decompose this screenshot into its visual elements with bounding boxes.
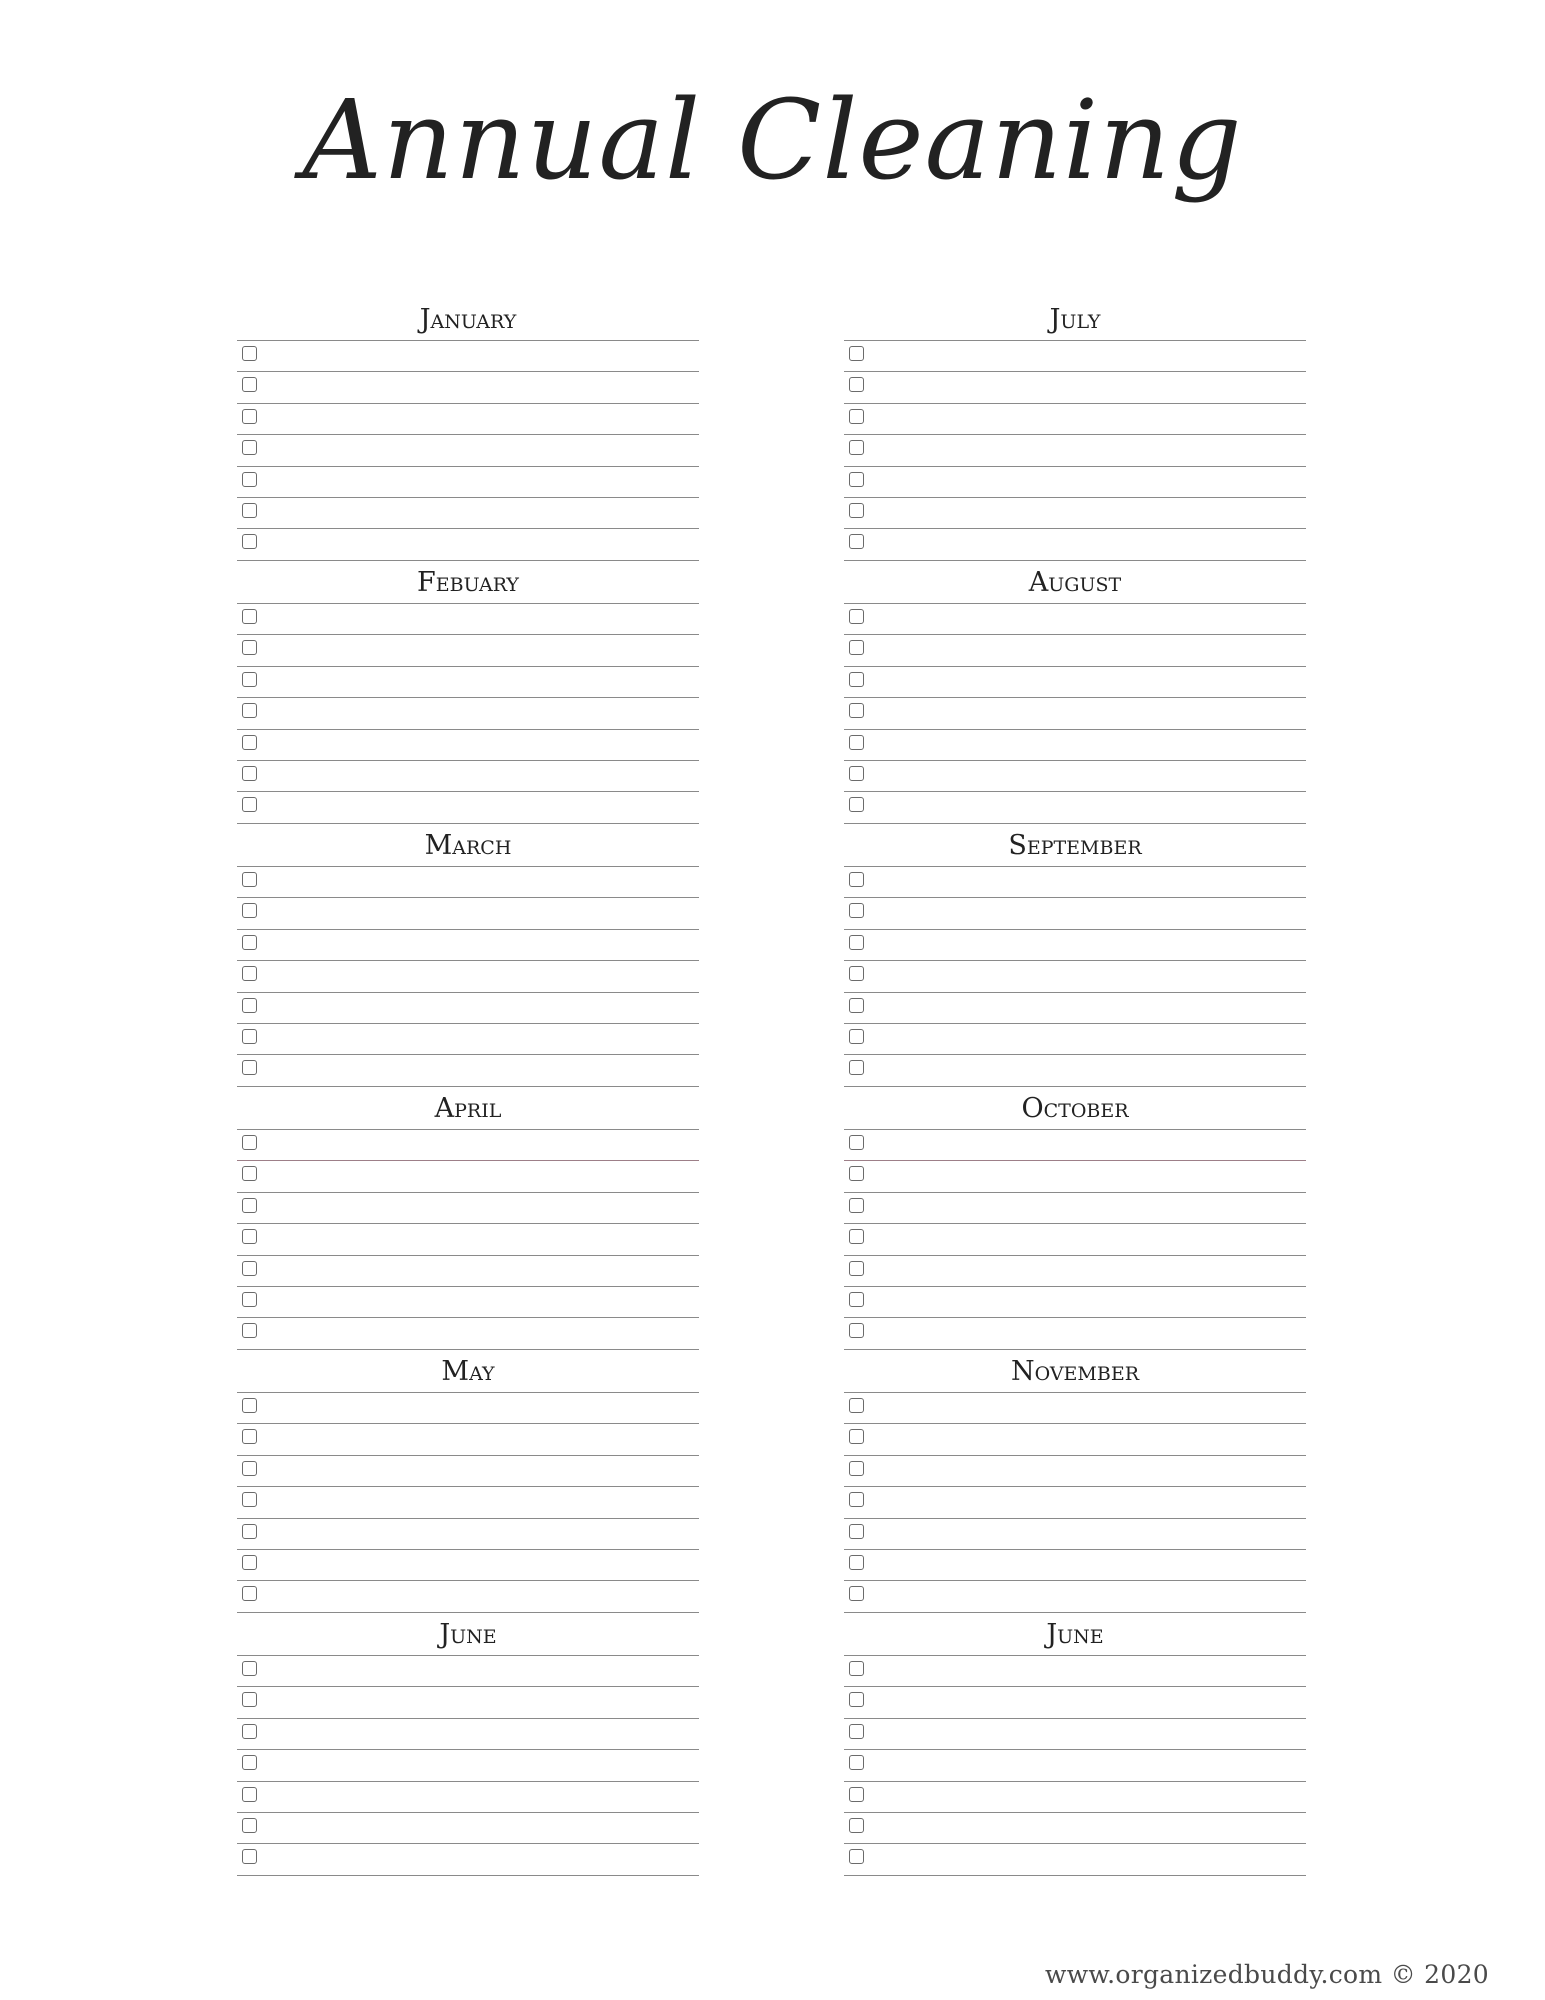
checkbox[interactable]: [242, 872, 257, 887]
checklist-row[interactable]: [237, 1424, 699, 1455]
checkbox[interactable]: [849, 1586, 864, 1601]
checkbox[interactable]: [849, 377, 864, 392]
checklist: [844, 340, 1306, 561]
checklist-row[interactable]: [844, 635, 1306, 666]
checklist-row[interactable]: [844, 1424, 1306, 1455]
checklist-row[interactable]: [237, 1813, 699, 1844]
checkbox[interactable]: [849, 534, 864, 549]
checkbox[interactable]: [849, 1755, 864, 1770]
checklist-row[interactable]: [844, 1130, 1306, 1161]
checkbox[interactable]: [849, 872, 864, 887]
checklist-row[interactable]: [237, 667, 699, 698]
checkbox[interactable]: [242, 1398, 257, 1413]
month-heading: May: [441, 1356, 495, 1387]
checkbox[interactable]: [242, 1849, 257, 1864]
checkbox[interactable]: [849, 1398, 864, 1413]
checkbox[interactable]: [242, 1060, 257, 1075]
checklist-row[interactable]: [844, 341, 1306, 372]
checkbox[interactable]: [849, 1323, 864, 1338]
month-heading: June: [439, 1619, 497, 1650]
checklist-row[interactable]: [237, 1256, 699, 1287]
month-heading: July: [1049, 304, 1101, 335]
checklist-row[interactable]: [237, 961, 699, 992]
checkbox[interactable]: [242, 1787, 257, 1802]
checklist-row[interactable]: [237, 372, 699, 403]
checkbox[interactable]: [242, 609, 257, 624]
month-section: [237, 1089, 699, 1352]
checkbox[interactable]: [242, 1724, 257, 1739]
checklist-row[interactable]: [844, 1161, 1306, 1192]
month-heading: August: [1028, 567, 1122, 598]
checkbox[interactable]: [849, 472, 864, 487]
checklist-row[interactable]: [844, 867, 1306, 898]
checklist: [844, 1655, 1306, 1876]
checkbox[interactable]: [849, 1692, 864, 1707]
right-month-column: [844, 300, 1306, 1878]
checkbox[interactable]: [849, 1429, 864, 1444]
checklist-row[interactable]: [237, 341, 699, 372]
checkbox[interactable]: [242, 1492, 257, 1507]
checklist-row[interactable]: [844, 698, 1306, 729]
checkbox[interactable]: [849, 998, 864, 1013]
checkbox[interactable]: [849, 1261, 864, 1276]
checklist-row[interactable]: [237, 792, 699, 823]
checkbox[interactable]: [849, 1849, 864, 1864]
checkbox[interactable]: [242, 1029, 257, 1044]
checkbox[interactable]: [242, 409, 257, 424]
month-heading: September: [1008, 830, 1142, 861]
checkbox[interactable]: [242, 440, 257, 455]
checkbox[interactable]: [849, 640, 864, 655]
checklist-row[interactable]: [237, 1844, 699, 1875]
checkbox[interactable]: [242, 346, 257, 361]
checkbox[interactable]: [849, 503, 864, 518]
checklist-row[interactable]: [844, 1456, 1306, 1487]
checklist-row[interactable]: [844, 1393, 1306, 1424]
checklist-row[interactable]: [237, 1318, 699, 1349]
checklist-row[interactable]: [237, 635, 699, 666]
checklist-row[interactable]: [237, 867, 699, 898]
checklist-row[interactable]: [237, 498, 699, 529]
checkbox[interactable]: [849, 766, 864, 781]
checklist-row[interactable]: [237, 529, 699, 560]
checklist-row[interactable]: [844, 1519, 1306, 1550]
checkbox[interactable]: [849, 1292, 864, 1307]
month-section: [844, 563, 1306, 826]
checklist-row[interactable]: [237, 1393, 699, 1424]
checkbox[interactable]: [849, 1524, 864, 1539]
checklist: [844, 866, 1306, 1087]
checklist-row[interactable]: [844, 1656, 1306, 1687]
checklist: [237, 866, 699, 1087]
checkbox[interactable]: [849, 703, 864, 718]
checkbox[interactable]: [849, 1461, 864, 1476]
checkbox[interactable]: [242, 534, 257, 549]
checklist-row[interactable]: [237, 1055, 699, 1086]
checklist-row[interactable]: [237, 1024, 699, 1055]
checkbox[interactable]: [242, 1429, 257, 1444]
checkbox[interactable]: [849, 409, 864, 424]
checklist-row[interactable]: [844, 404, 1306, 435]
checkbox[interactable]: [849, 672, 864, 687]
checklist-row[interactable]: [237, 404, 699, 435]
checklist-row[interactable]: [844, 1318, 1306, 1349]
checkbox[interactable]: [242, 1555, 257, 1570]
checklist: [237, 1392, 699, 1613]
checkbox[interactable]: [849, 1555, 864, 1570]
checklist-row[interactable]: [844, 1550, 1306, 1581]
checkbox[interactable]: [849, 1661, 864, 1676]
checkbox[interactable]: [849, 440, 864, 455]
checkbox[interactable]: [242, 935, 257, 950]
checklist-row[interactable]: [237, 604, 699, 635]
checklist-row[interactable]: [844, 730, 1306, 761]
checklist: [844, 1392, 1306, 1613]
footer-credit: www.organizedbuddy.com © 2020: [1045, 1960, 1489, 1989]
checkbox[interactable]: [242, 735, 257, 750]
month-section: [237, 1615, 699, 1878]
checkbox[interactable]: [849, 609, 864, 624]
checkbox[interactable]: [242, 472, 257, 487]
checkbox[interactable]: [242, 1586, 257, 1601]
checklist-row[interactable]: [844, 1193, 1306, 1224]
checkbox[interactable]: [242, 1229, 257, 1244]
checkbox[interactable]: [242, 1323, 257, 1338]
month-heading: October: [1021, 1093, 1129, 1124]
checkbox[interactable]: [242, 1461, 257, 1476]
checkbox[interactable]: [242, 1292, 257, 1307]
checkbox[interactable]: [242, 1524, 257, 1539]
checklist-row[interactable]: [237, 993, 699, 1024]
checklist-row[interactable]: [844, 792, 1306, 823]
month-heading: November: [1010, 1356, 1140, 1387]
month-section: [237, 563, 699, 826]
checklist-row[interactable]: [844, 1224, 1306, 1255]
checklist-row[interactable]: [237, 1224, 699, 1255]
month-heading: Febuary: [417, 567, 519, 598]
checklist-row[interactable]: [237, 1130, 699, 1161]
checkbox[interactable]: [242, 1692, 257, 1707]
checkbox[interactable]: [849, 797, 864, 812]
checklist-row[interactable]: [844, 993, 1306, 1024]
checklist-row[interactable]: [844, 1687, 1306, 1718]
checklist-row[interactable]: [237, 1687, 699, 1718]
checklist-row[interactable]: [237, 730, 699, 761]
checklist: [237, 340, 699, 561]
checklist-row[interactable]: [844, 467, 1306, 498]
checkbox[interactable]: [849, 1198, 864, 1213]
checklist-row[interactable]: [237, 761, 699, 792]
checkbox[interactable]: [849, 966, 864, 981]
checklist-row[interactable]: [237, 1519, 699, 1550]
checkbox[interactable]: [242, 1198, 257, 1213]
checklist-row[interactable]: [844, 930, 1306, 961]
checklist-row[interactable]: [237, 698, 699, 729]
checkbox[interactable]: [242, 1166, 257, 1181]
month-heading: March: [424, 830, 512, 861]
checklist-row[interactable]: [844, 1750, 1306, 1781]
checklist-row[interactable]: [844, 667, 1306, 698]
checklist-row[interactable]: [844, 1256, 1306, 1287]
checkbox[interactable]: [242, 377, 257, 392]
checklist-row[interactable]: [237, 1161, 699, 1192]
checkbox[interactable]: [242, 672, 257, 687]
checkbox[interactable]: [242, 1661, 257, 1676]
checklist-row[interactable]: [237, 435, 699, 466]
month-section: [237, 300, 699, 563]
checklist-row[interactable]: [237, 1456, 699, 1487]
checklist-row[interactable]: [844, 529, 1306, 560]
checklist-row[interactable]: [237, 1287, 699, 1318]
checklist: [844, 603, 1306, 824]
checklist-row[interactable]: [237, 1782, 699, 1813]
month-heading: January: [419, 304, 517, 335]
checklist-row[interactable]: [844, 1782, 1306, 1813]
checklist-row[interactable]: [237, 467, 699, 498]
checklist-row[interactable]: [844, 604, 1306, 635]
checkbox[interactable]: [242, 903, 257, 918]
month-heading: June: [1046, 1619, 1104, 1650]
checklist-row[interactable]: [844, 1719, 1306, 1750]
checklist-row[interactable]: [237, 1719, 699, 1750]
checklist: [237, 603, 699, 824]
checklist-row[interactable]: [844, 898, 1306, 929]
checklist-row[interactable]: [844, 1287, 1306, 1318]
checklist-row[interactable]: [237, 930, 699, 961]
checkbox[interactable]: [849, 935, 864, 950]
checkbox[interactable]: [849, 735, 864, 750]
checklist-row[interactable]: [237, 1581, 699, 1612]
month-section: [844, 300, 1306, 563]
checkbox[interactable]: [849, 1229, 864, 1244]
month-section: [844, 1615, 1306, 1878]
month-section: [844, 1089, 1306, 1352]
checklist-row[interactable]: [844, 1487, 1306, 1518]
checkbox[interactable]: [849, 1724, 864, 1739]
checklist-row[interactable]: [237, 1193, 699, 1224]
month-section: [237, 1352, 699, 1615]
checkbox[interactable]: [242, 1818, 257, 1833]
page-title: Annual Cleaning: [302, 76, 1243, 204]
month-section: [237, 826, 699, 1089]
checklist: [237, 1655, 699, 1876]
checklist-row[interactable]: [844, 1055, 1306, 1086]
checkbox[interactable]: [242, 966, 257, 981]
checkbox[interactable]: [849, 1029, 864, 1044]
checkbox[interactable]: [849, 1135, 864, 1150]
checkbox[interactable]: [242, 640, 257, 655]
checklist-row[interactable]: [844, 961, 1306, 992]
checklist: [237, 1129, 699, 1350]
checklist-row[interactable]: [844, 1024, 1306, 1055]
checkbox[interactable]: [242, 1755, 257, 1770]
left-month-column: [237, 300, 699, 1878]
checklist-row[interactable]: [844, 1844, 1306, 1875]
checklist-row[interactable]: [844, 372, 1306, 403]
checkbox[interactable]: [242, 1261, 257, 1276]
checkbox[interactable]: [849, 1166, 864, 1181]
month-section: [844, 1352, 1306, 1615]
checkbox[interactable]: [242, 503, 257, 518]
checklist-row[interactable]: [237, 1656, 699, 1687]
checklist-row[interactable]: [237, 1750, 699, 1781]
checklist: [844, 1129, 1306, 1350]
checkbox[interactable]: [849, 1492, 864, 1507]
month-heading: April: [434, 1093, 502, 1124]
checkbox[interactable]: [242, 703, 257, 718]
checkbox[interactable]: [242, 998, 257, 1013]
checklist-row[interactable]: [844, 498, 1306, 529]
checkbox[interactable]: [242, 766, 257, 781]
checkbox[interactable]: [849, 1787, 864, 1802]
checkbox[interactable]: [849, 1818, 864, 1833]
checkbox[interactable]: [849, 1060, 864, 1075]
checklist-row[interactable]: [237, 1487, 699, 1518]
checklist-row[interactable]: [237, 898, 699, 929]
checklist-row[interactable]: [237, 1550, 699, 1581]
checkbox[interactable]: [242, 1135, 257, 1150]
checkbox[interactable]: [849, 903, 864, 918]
checklist-row[interactable]: [844, 1581, 1306, 1612]
checkbox[interactable]: [242, 797, 257, 812]
checkbox[interactable]: [849, 346, 864, 361]
checklist-row[interactable]: [844, 1813, 1306, 1844]
month-section: [844, 826, 1306, 1089]
checklist-row[interactable]: [844, 761, 1306, 792]
checklist-row[interactable]: [844, 435, 1306, 466]
